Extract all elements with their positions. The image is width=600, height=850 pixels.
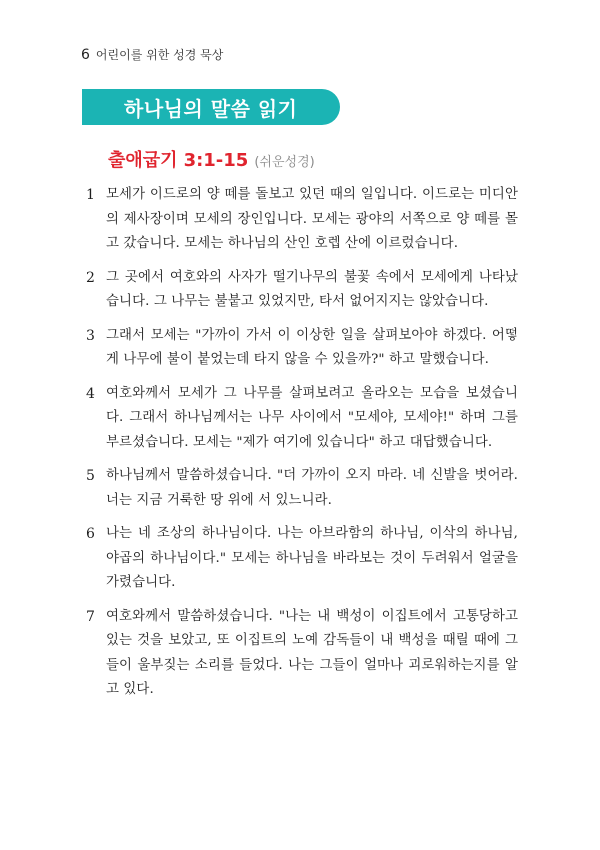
passage-book: 출애굽기 (108, 150, 178, 171)
verse-text: 나는 네 조상의 하나님이다. 나는 아브라함의 하나님, 이삭의 하나님, 야곱의 하나님이다." 모세는 하나님을 바라보는 것이 두려워서 얼굴을 가렸습니다. (106, 526, 518, 590)
verse-text: 여호와께서 말씀하셨습니다. "나는 내 백성이 이집트에서 고통당하고 있는 것을 보았고, 또 이집트의 노예 감독들이 내 백성을 때릴 때에 그들이 울부짖는 소리를 들었다. 나는 그들이 얼마나 괴로워하는지를 알고 있다. (106, 608, 518, 697)
verse-6 (86, 522, 518, 596)
page-header (81, 46, 223, 63)
section-title: 하나님의 말씀 읽기 (124, 96, 298, 121)
verse-number: 1 (86, 187, 96, 203)
passage-version: (쉬운성경) (254, 155, 315, 170)
verse-number: 6 (86, 526, 96, 542)
verse-1 (86, 183, 518, 257)
verse-text: 그래서 모세는 "가까이 가서 이 이상한 일을 살펴보아야 하겠다. 어떻게 나무에 불이 붙었는데 타지 않을 수 있을까?" 하고 말했습니다. (106, 327, 518, 367)
verse-list (86, 183, 518, 712)
verse-2 (86, 266, 518, 315)
section-banner (82, 89, 340, 125)
verse-number: 2 (86, 269, 96, 286)
verse-text: 그 곳에서 여호와의 사자가 떨기나무의 불꽃 속에서 모세에게 나타났습니다. 그 나무는 불붙고 있었지만, 타서 없어지지는 않았습니다. (106, 269, 518, 309)
verse-text: 여호와께서 모세가 그 나무를 살펴보려고 올라오는 모습을 보셨습니다. 그래서 하나님께서는 나무 사이에서 "모세야, 모세야!" 하며 그를 부르셨습니다. 모세는 "제가 여기에 있습니다" 하고 대답했습니다. (106, 385, 518, 450)
verse-number: 3 (86, 327, 96, 344)
verse-4 (86, 382, 518, 456)
verse-number: 5 (86, 468, 96, 484)
verse-text: 하나님께서 말씀하셨습니다. "더 가까이 오지 마라. 네 신발을 벗어라. 너는 지금 거룩한 땅 위에 서 있느니라. (106, 468, 518, 508)
verse-3 (86, 324, 518, 373)
verse-7 (86, 605, 518, 703)
passage-reference (108, 146, 315, 172)
verse-text: 모세가 이드로의 양 떼를 돌보고 있던 때의 일입니다. 이드로는 미디안의 제사장이며 모세의 장인입니다. 모세는 광야의 서쪽으로 양 떼를 몰고 갔습니다. 모세는 하나님의 산인 호렙 산에 이르렀습니다. (106, 187, 518, 251)
verse-number: 7 (86, 608, 96, 625)
verse-5 (86, 464, 518, 513)
passage-chapter-verse: 3:1-15 (183, 150, 249, 171)
running-title: 어린이를 위한 성경 묵상 (95, 48, 224, 62)
page-number: 6 (81, 47, 90, 63)
verse-number: 4 (86, 385, 96, 402)
